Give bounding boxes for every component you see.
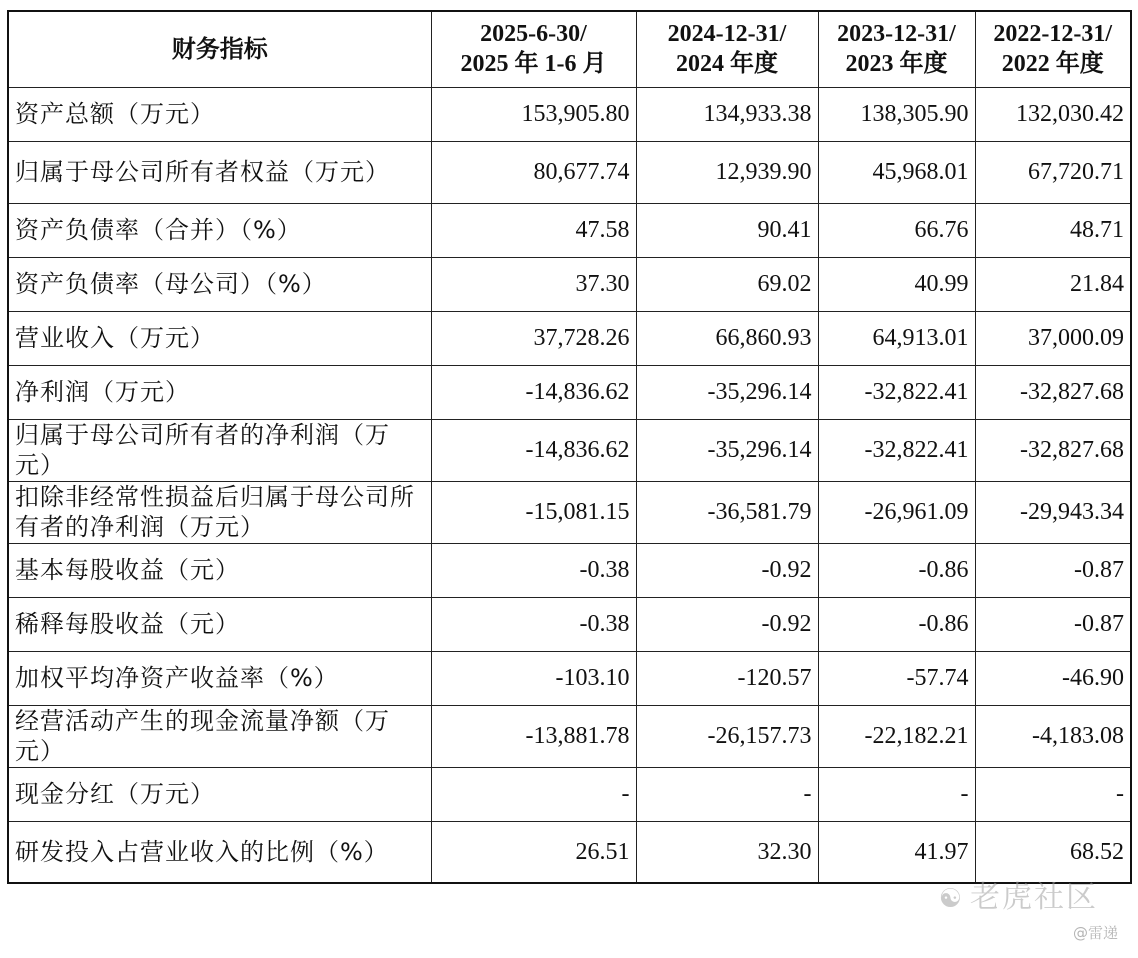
table-header-row xyxy=(8,11,1131,87)
cell-2024: 12,939.90 xyxy=(636,141,818,203)
table-row xyxy=(8,257,1131,311)
cell-2025h1: 37.30 xyxy=(431,257,636,311)
cell-2022: -32,827.68 xyxy=(975,365,1131,419)
table-row xyxy=(8,651,1131,705)
header-2022: 2022-12-31/ 2022 年度 xyxy=(975,11,1131,87)
cell-2024: - xyxy=(636,767,818,821)
table-row xyxy=(8,767,1131,821)
cell-2025h1: 37,728.26 xyxy=(431,311,636,365)
cell-2023: 45,968.01 xyxy=(818,141,975,203)
cell-2024: -35,296.14 xyxy=(636,365,818,419)
table-row xyxy=(8,365,1131,419)
cell-2025h1: 26.51 xyxy=(431,821,636,883)
cell-2023: 66.76 xyxy=(818,203,975,257)
cell-2023: -32,822.41 xyxy=(818,365,975,419)
cell-2025h1: 47.58 xyxy=(431,203,636,257)
table-row xyxy=(8,481,1131,543)
cell-2023: -26,961.09 xyxy=(818,481,975,543)
row-label: 加权平均净资产收益率（%） xyxy=(8,651,431,705)
cell-2023: -57.74 xyxy=(818,651,975,705)
cell-2025h1: -15,081.15 xyxy=(431,481,636,543)
row-label: 研发投入占营业收入的比例（%） xyxy=(8,821,431,883)
cell-2024: 32.30 xyxy=(636,821,818,883)
cell-2022: 37,000.09 xyxy=(975,311,1131,365)
row-label: 资产总额（万元） xyxy=(8,87,431,141)
cell-2025h1: 80,677.74 xyxy=(431,141,636,203)
cell-2024: 66,860.93 xyxy=(636,311,818,365)
cell-2022: - xyxy=(975,767,1131,821)
cell-2024: -26,157.73 xyxy=(636,705,818,767)
header-2025h1: 2025-6-30/ 2025 年 1-6 月 xyxy=(431,11,636,87)
cell-2022: -32,827.68 xyxy=(975,419,1131,481)
table-row xyxy=(8,141,1131,203)
header-2024: 2024-12-31/ 2024 年度 xyxy=(636,11,818,87)
cell-2024: 69.02 xyxy=(636,257,818,311)
table-row xyxy=(8,87,1131,141)
cell-2025h1: - xyxy=(431,767,636,821)
cell-2024: -0.92 xyxy=(636,543,818,597)
cell-2023: -0.86 xyxy=(818,543,975,597)
row-label: 营业收入（万元） xyxy=(8,311,431,365)
row-label: 稀释每股收益（元） xyxy=(8,597,431,651)
cell-2022: -4,183.08 xyxy=(975,705,1131,767)
row-label: 资产负债率（合并）（%） xyxy=(8,203,431,257)
cell-2024: -120.57 xyxy=(636,651,818,705)
row-label: 基本每股收益（元） xyxy=(8,543,431,597)
row-label: 扣除非经常性损益后归属于母公司所有者的净利润（万元） xyxy=(8,481,431,543)
cell-2024: 90.41 xyxy=(636,203,818,257)
table-row xyxy=(8,203,1131,257)
cell-2023: 41.97 xyxy=(818,821,975,883)
cell-2022: -0.87 xyxy=(975,597,1131,651)
cell-2023: 64,913.01 xyxy=(818,311,975,365)
header-indicator: 财务指标 xyxy=(8,11,431,87)
table-row xyxy=(8,543,1131,597)
row-label: 归属于母公司所有者的净利润（万元） xyxy=(8,419,431,481)
watermark xyxy=(939,872,1098,916)
watermark-text: 老虎社区 xyxy=(970,880,1098,915)
row-label: 净利润（万元） xyxy=(8,365,431,419)
cell-2024: 134,933.38 xyxy=(636,87,818,141)
cell-2025h1: -0.38 xyxy=(431,543,636,597)
table-row xyxy=(8,597,1131,651)
cell-2025h1: 153,905.80 xyxy=(431,87,636,141)
cell-2022: 67,720.71 xyxy=(975,141,1131,203)
header-2023: 2023-12-31/ 2023 年度 xyxy=(818,11,975,87)
tiger-logo-icon: ☯ xyxy=(938,884,964,914)
cell-2023: -32,822.41 xyxy=(818,419,975,481)
cell-2024: -0.92 xyxy=(636,597,818,651)
table-row xyxy=(8,705,1131,767)
row-label: 经营活动产生的现金流量净额（万元） xyxy=(8,705,431,767)
cell-2023: 138,305.90 xyxy=(818,87,975,141)
row-label: 现金分红（万元） xyxy=(8,767,431,821)
cell-2025h1: -13,881.78 xyxy=(431,705,636,767)
cell-2023: - xyxy=(818,767,975,821)
cell-2024: -35,296.14 xyxy=(636,419,818,481)
cell-2022: -0.87 xyxy=(975,543,1131,597)
cell-2025h1: -14,836.62 xyxy=(431,419,636,481)
watermark-author: @雷递 xyxy=(1072,924,1118,942)
cell-2022: -29,943.34 xyxy=(975,481,1131,543)
cell-2023: -0.86 xyxy=(818,597,975,651)
row-label: 归属于母公司所有者权益（万元） xyxy=(8,141,431,203)
financial-indicators-table xyxy=(7,10,1132,884)
cell-2025h1: -0.38 xyxy=(431,597,636,651)
cell-2024: -36,581.79 xyxy=(636,481,818,543)
cell-2023: -22,182.21 xyxy=(818,705,975,767)
row-label: 资产负债率（母公司）（%） xyxy=(8,257,431,311)
cell-2022: 132,030.42 xyxy=(975,87,1131,141)
table-row xyxy=(8,419,1131,481)
cell-2022: 21.84 xyxy=(975,257,1131,311)
cell-2022: 48.71 xyxy=(975,203,1131,257)
cell-2023: 40.99 xyxy=(818,257,975,311)
table-row xyxy=(8,311,1131,365)
cell-2025h1: -14,836.62 xyxy=(431,365,636,419)
cell-2022: 68.52 xyxy=(975,821,1131,883)
cell-2025h1: -103.10 xyxy=(431,651,636,705)
cell-2022: -46.90 xyxy=(975,651,1131,705)
